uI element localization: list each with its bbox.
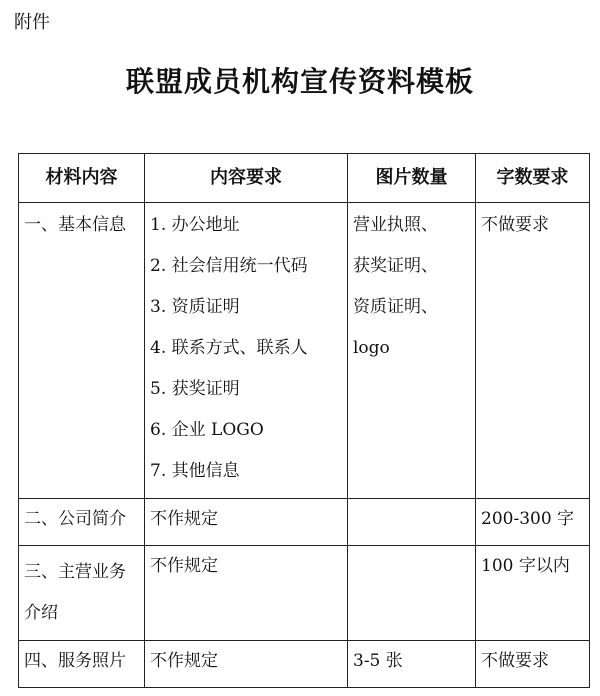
cell-material: 四、服务照片 <box>19 641 145 688</box>
image-item: 获奖证明、 <box>353 256 438 276</box>
requirement-item: 1. 办公地址 <box>150 215 240 235</box>
requirement-item: 6. 企业 LOGO <box>150 420 264 440</box>
table-header-row <box>19 154 590 203</box>
page-title: 联盟成员机构宣传资料模板 <box>125 65 474 98</box>
attachment-label: 附件 <box>14 12 50 33</box>
table-row <box>19 546 590 641</box>
material-text: 介绍 <box>24 603 58 623</box>
header-words: 字数要求 <box>476 154 590 203</box>
image-item: 资质证明、 <box>353 297 438 317</box>
header-images: 图片数量 <box>348 154 476 203</box>
requirement-item: 3. 资质证明 <box>150 297 240 317</box>
cell-images <box>348 499 476 546</box>
material-text: 一、基本信息 <box>24 215 126 235</box>
image-item: 营业执照、 <box>353 215 438 235</box>
table-row <box>19 641 590 688</box>
cell-words: 不做要求 <box>476 641 590 688</box>
cell-requirements: 不作规定 <box>145 641 348 688</box>
header-requirements: 内容要求 <box>145 154 348 203</box>
material-text: 三、主营业务 <box>24 562 126 582</box>
table-row <box>19 499 590 546</box>
cell-material: 二、公司简介 <box>19 499 145 546</box>
requirement-item: 4. 联系方式、联系人 <box>150 338 308 358</box>
cell-requirements: 不作规定 <box>145 546 348 641</box>
header-material: 材料内容 <box>19 154 145 203</box>
image-item: logo <box>353 338 390 358</box>
cell-images: 3-5 张 <box>348 641 476 688</box>
words-text: 不做要求 <box>481 215 549 235</box>
cell-images <box>348 546 476 641</box>
cell-words <box>476 203 590 499</box>
cell-words: 100 字以内 <box>476 546 590 641</box>
cell-words: 200-300 字 <box>476 499 590 546</box>
requirement-item: 2. 社会信用统一代码 <box>150 256 308 276</box>
requirement-item: 5. 获奖证明 <box>150 379 240 399</box>
requirement-item: 7. 其他信息 <box>150 461 240 481</box>
cell-images <box>348 203 476 499</box>
table-row <box>19 203 590 499</box>
cell-requirements: 不作规定 <box>145 499 348 546</box>
cell-material <box>19 546 145 641</box>
cell-material <box>19 203 145 499</box>
materials-table <box>18 153 590 688</box>
cell-requirements <box>145 203 348 499</box>
